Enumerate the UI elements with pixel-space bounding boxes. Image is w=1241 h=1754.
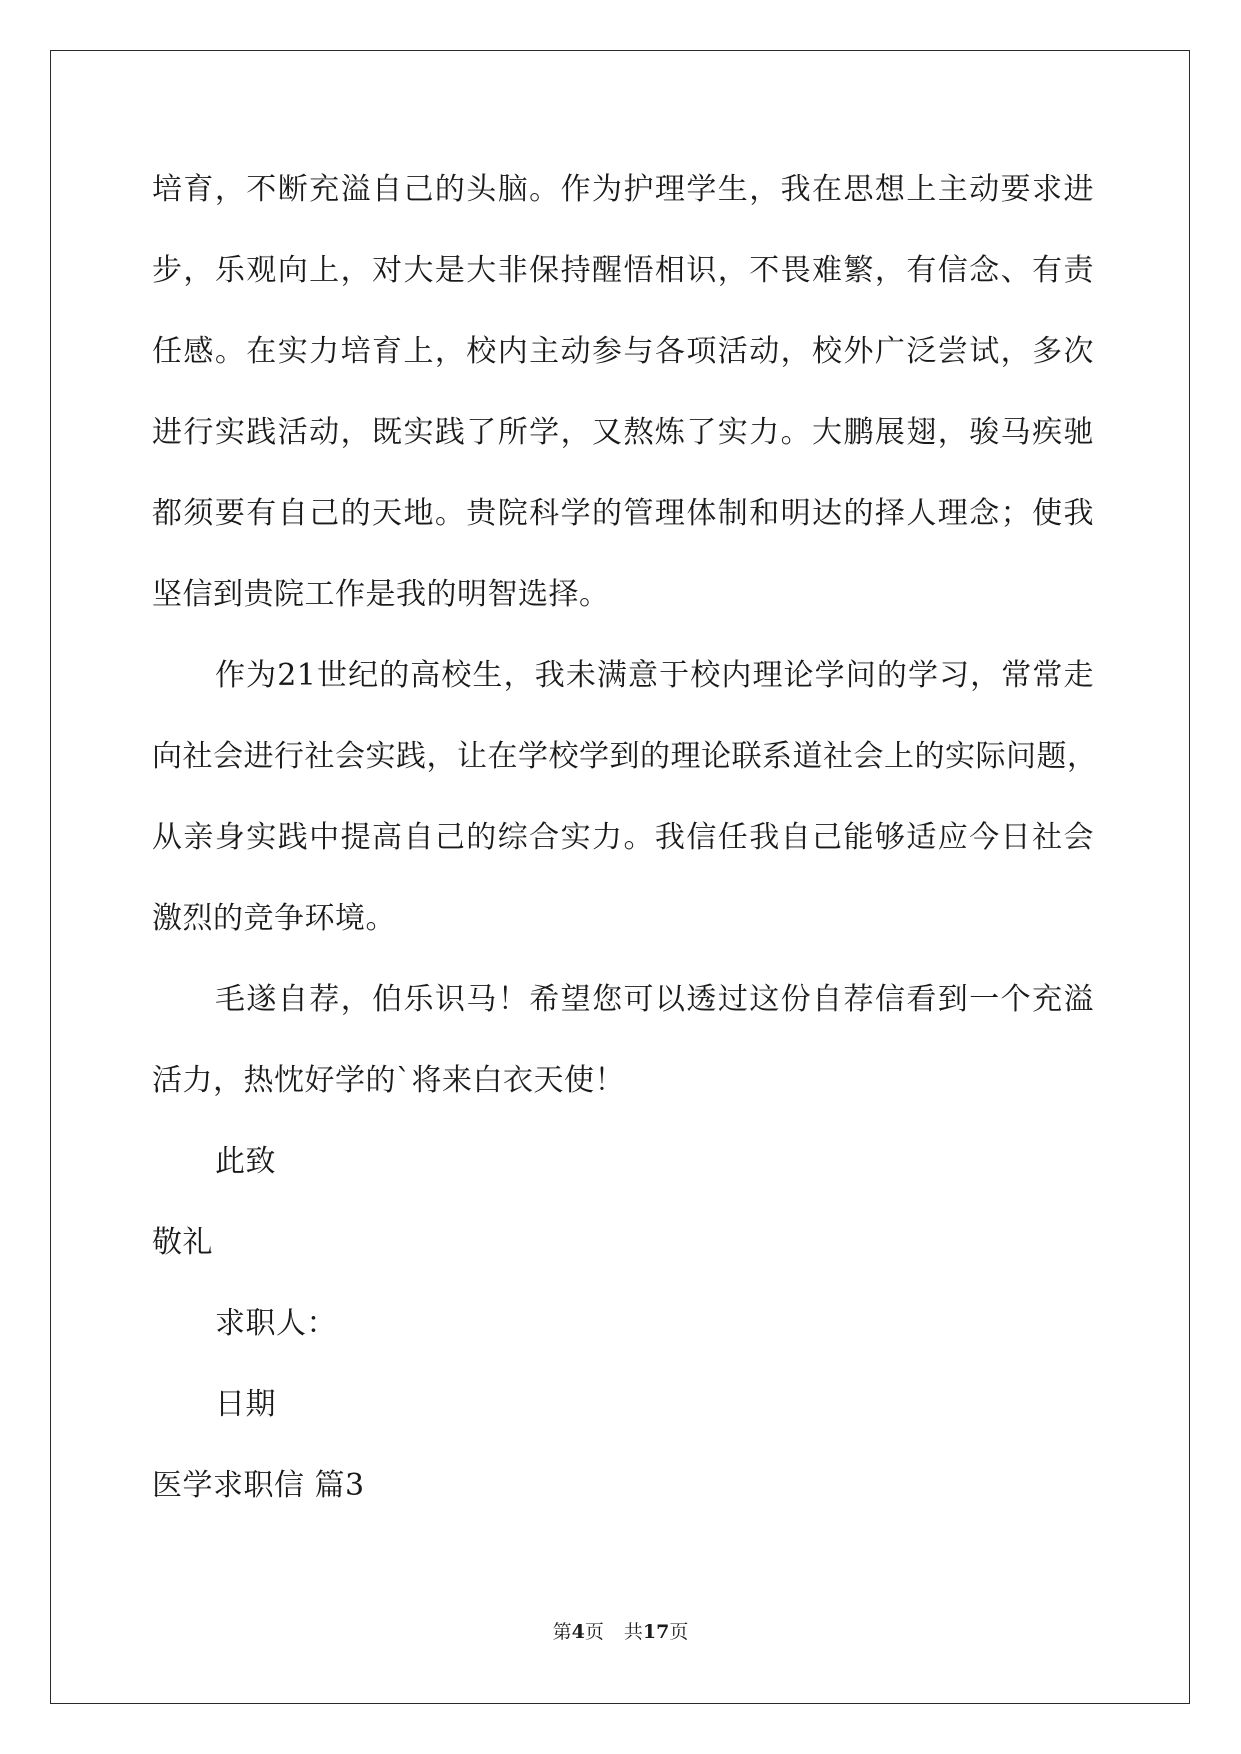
page-number: 4	[571, 1621, 585, 1643]
paragraph-line: 向社会进行社会实践，让在学校学到的理论联系道社会上的实际问题，	[152, 739, 1098, 774]
paragraph-line: 坚信到贵院工作是我的明智选择。	[152, 577, 610, 612]
paragraph-line: 从亲身实践中提高自己的综合实力。我信任我自己能够适应今日社会	[152, 820, 1094, 855]
total-pages: 17	[642, 1621, 670, 1643]
page-prefix: 第	[552, 1621, 572, 1643]
paragraph-line: 步，乐观向上，对大是大非保持醒悟相识，不畏难繁，有信念、有责	[152, 253, 1094, 288]
paragraph-line: 培育，不断充溢自己的头脑。作为护理学生，我在思想上主动要求进	[152, 172, 1094, 207]
total-suffix: 页	[669, 1621, 689, 1643]
total-prefix: 共	[623, 1621, 643, 1643]
paragraph-line: 作为21世纪的高校生，我未满意于校内理论学问的学习，常常走	[215, 658, 1094, 693]
salutation-line: 此致	[215, 1144, 276, 1179]
paragraph-line: 任感。在实力培育上，校内主动参与各项活动，校外广泛尝试，多次	[152, 334, 1094, 369]
applicant-line: 求职人：	[215, 1306, 337, 1341]
letter-body	[152, 163, 1098, 1540]
paragraph-line: 激烈的竞争环境。	[152, 901, 396, 936]
page-footer	[0, 1620, 1241, 1644]
paragraph-line: 毛遂自荐，伯乐识马！希望您可以透过这份自荐信看到一个充溢	[215, 982, 1094, 1017]
regards-line: 敬礼	[152, 1225, 213, 1260]
section-heading: 医学求职信 篇3	[152, 1468, 365, 1503]
page-suffix: 页	[584, 1621, 604, 1643]
paragraph-line: 都须要有自己的天地。贵院科学的管理体制和明达的择人理念；使我	[152, 496, 1094, 531]
date-line: 日期	[215, 1387, 276, 1422]
paragraph-line: 活力，热忱好学的`将来白衣天使！	[152, 1063, 625, 1098]
paragraph-line: 进行实践活动，既实践了所学，又熬炼了实力。大鹏展翅，骏马疾驰	[152, 415, 1094, 450]
